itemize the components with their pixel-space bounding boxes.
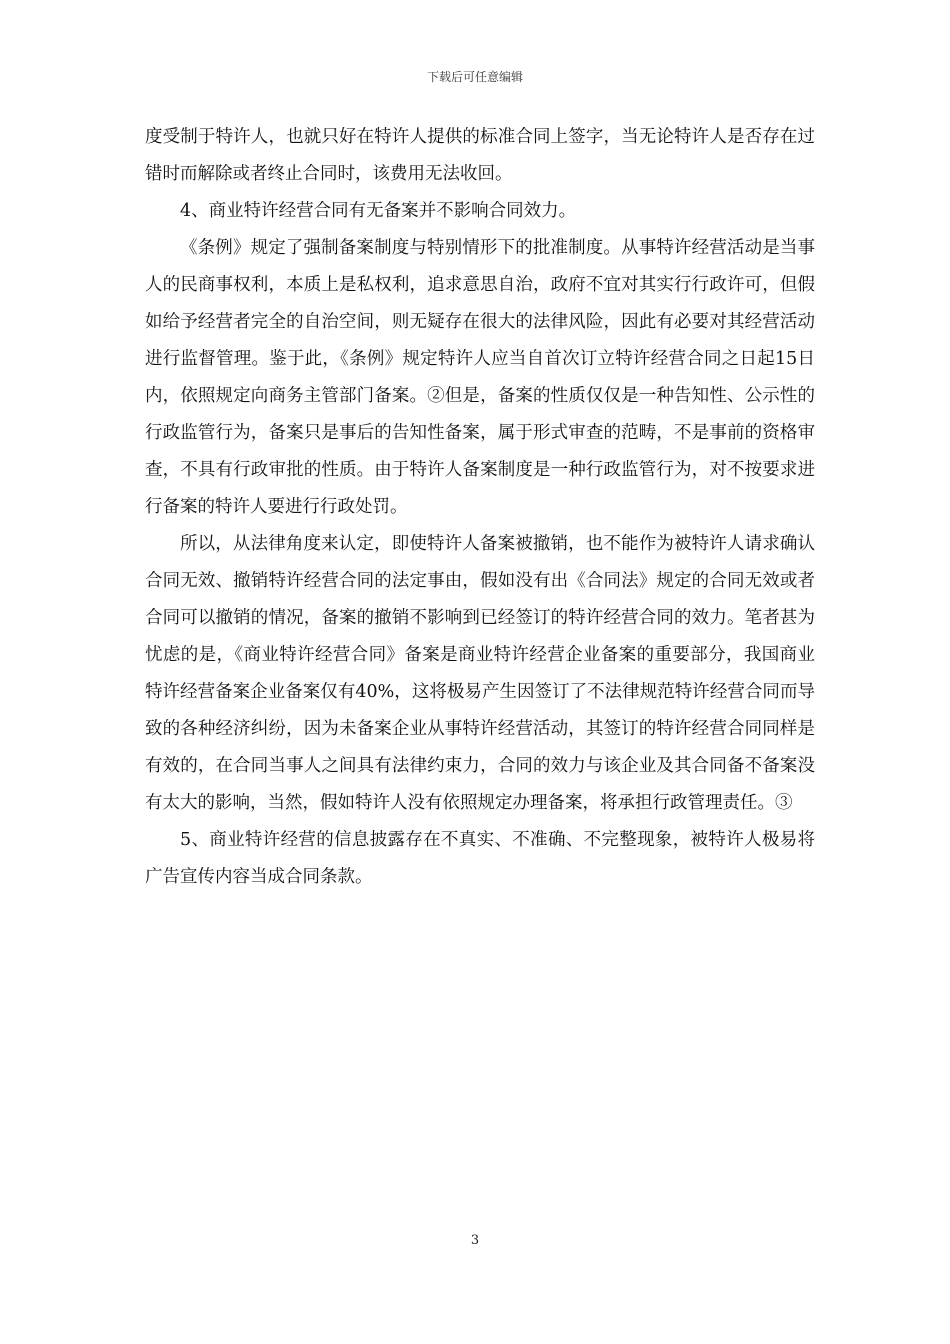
paragraph-heading-5: 5、商业特许经营的信息披露存在不真实、不准确、不完整现象，被特许人极易将广告宣传内容当成合同条款。 bbox=[145, 830, 815, 887]
page-header-note: 下载后可任意编辑 bbox=[426, 70, 523, 84]
document-body bbox=[145, 119, 815, 896]
paragraph-continuation: 度受制于特许人，也就只好在特许人提供的标准合同上签字，当无论特许人是否存在过错时而解除或者终止合同时，该费用无法收回。 bbox=[145, 127, 815, 184]
paragraph-legal-analysis: 所以，从法律角度来认定，即使特许人备案被撤销，也不能作为被特许人请求确认合同无效、撤销特许经营合同的法定事由，假如没有出《合同法》规定的合同无效或者合同可以撤销的情况，备案的撤销不影响到已经签订的特许经营合同的效力。笔者甚为忧虑的是，《商业特许经营合同》备案是商业特许经营企业备案的重要部分，我国商业特许经营备案企业备案仅有40%，这将极易产生因签订了不法律规范特许经营合同而导致的各种经济纠纷，因为未备案企业从事特许经营活动，其签订的特许经营合同同样是有效的，在合同当事人之间具有法律约束力，合同的效力与该企业及其合同备不备案没有太大的影响，当然，假如特许人没有依照规定办理备案，将承担行政管理责任。③ bbox=[145, 534, 815, 813]
page-number: 3 bbox=[470, 1233, 480, 1248]
paragraph-heading-4: 4、商业特许经营合同有无备案并不影响合同效力。 bbox=[180, 201, 577, 221]
paragraph-regulation: 《条例》规定了强制备案制度与特别情形下的批准制度。从事特许经营活动是当事人的民商事权利，本质上是私权利，追求意思自治，政府不宜对其实行行政许可，但假如给予经营者完全的自治空间，则无疑存在很大的法律风险，因此有必要对其经营活动进行监督管理。鉴于此，《条例》规定特许人应当自首次订立特许经营合同之日起15日内，依照规定向商务主管部门备案。②但是，备案的性质仅仅是一种告知性、公示性的行政监管行为，备案只是事后的告知性备案，属于形式审查的范畴，不是事前的资格审查，不具有行政审批的性质。由于特许人备案制度是一种行政监管行为，对不按要求进行备案的特许人要进行行政处罚。 bbox=[145, 238, 815, 517]
